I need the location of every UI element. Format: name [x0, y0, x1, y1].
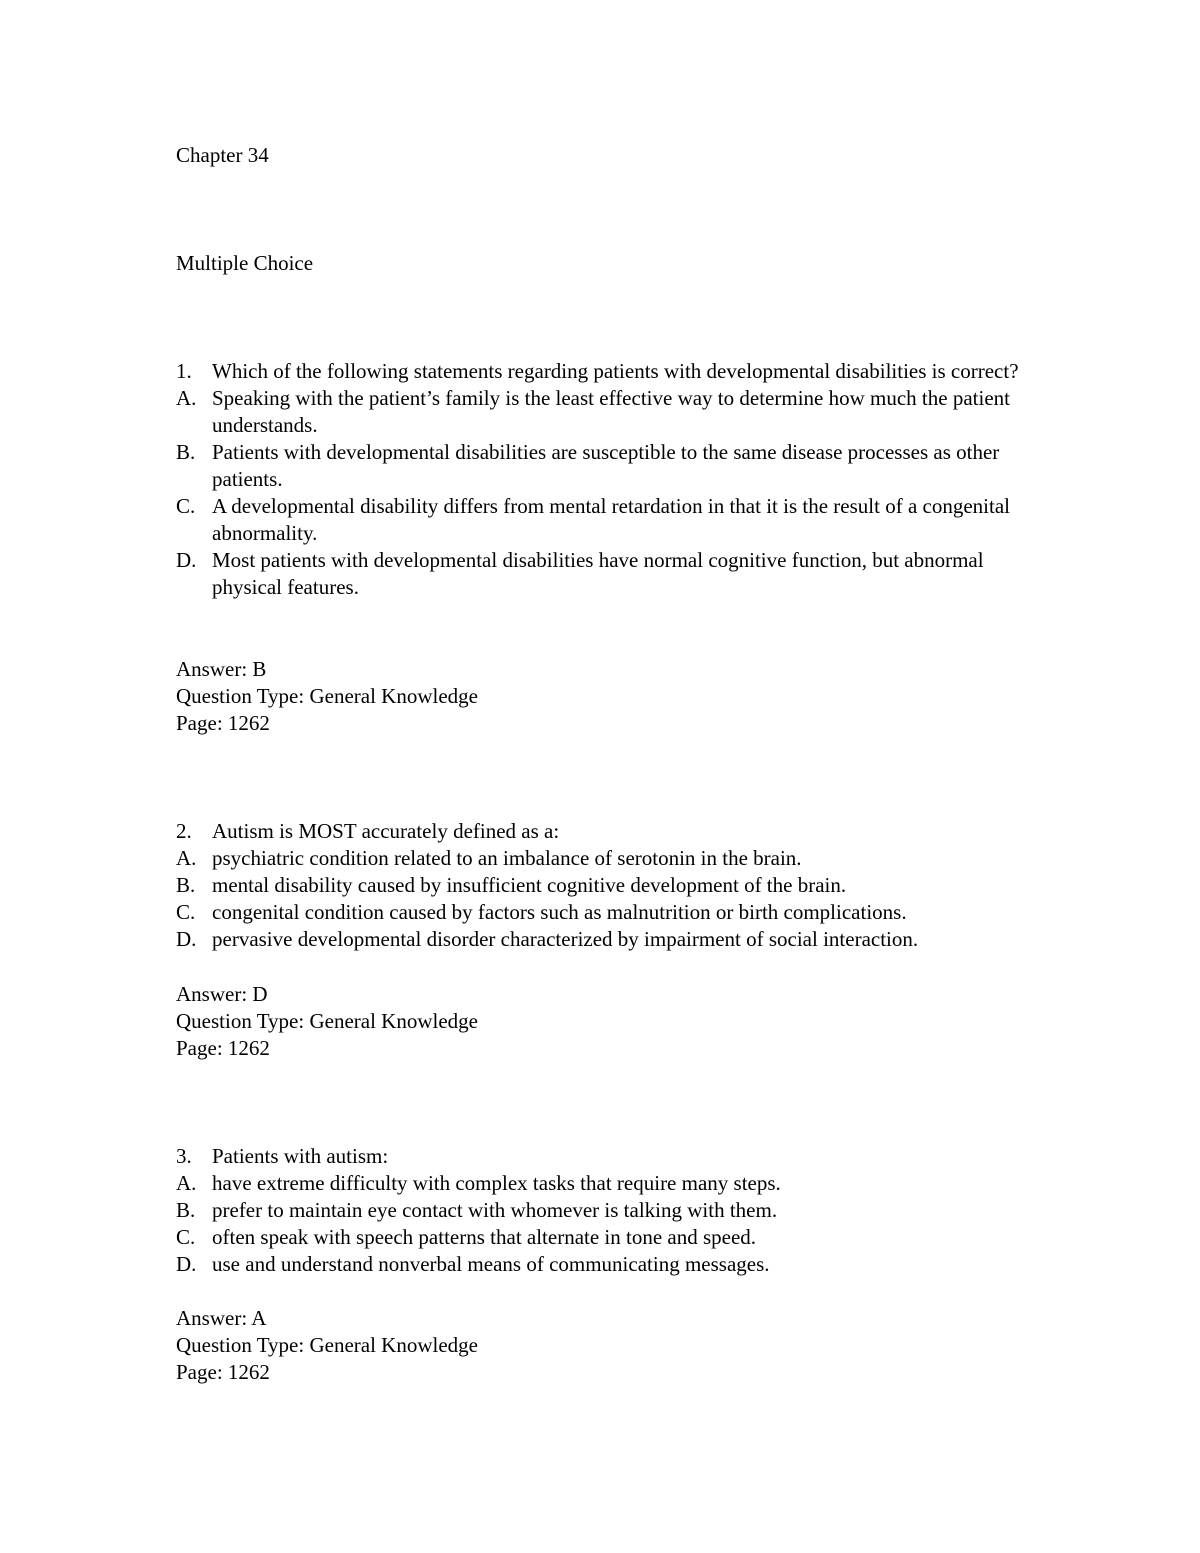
- question-1-meta: [176, 656, 478, 737]
- page-reference: Page: 1262: [176, 1360, 270, 1384]
- question-stem-text: Autism is MOST accurately defined as a:: [212, 819, 560, 843]
- option-text: congenital condition caused by factors such as malnutrition or birth complications.: [212, 900, 907, 924]
- option-b: [176, 872, 1036, 899]
- answer-line: Answer: B: [176, 657, 267, 681]
- page-reference: Page: 1262: [176, 711, 270, 735]
- page-reference: Page: 1262: [176, 1036, 270, 1060]
- option-letter: A.: [176, 846, 197, 870]
- question-number: 2.: [176, 819, 192, 843]
- option-text: often speak with speech patterns that alternate in tone and speed.: [212, 1225, 757, 1249]
- option-b: [176, 1197, 1036, 1224]
- option-letter: A.: [176, 1171, 197, 1195]
- option-text: psychiatric condition related to an imbalance of serotonin in the brain.: [212, 846, 802, 870]
- question-1: [176, 358, 1036, 601]
- question-3: [176, 1143, 1036, 1278]
- question-stem: [176, 358, 1036, 385]
- option-text: Speaking with the patient’s family is the least effective way to determine how much the patient understands.: [212, 386, 1010, 437]
- option-c: [176, 1224, 1036, 1251]
- option-letter: B.: [176, 440, 196, 464]
- option-letter: C.: [176, 494, 196, 518]
- option-text: have extreme difficulty with complex tasks that require many steps.: [212, 1171, 781, 1195]
- option-letter: C.: [176, 900, 196, 924]
- option-text: mental disability caused by insufficient cognitive development of the brain.: [212, 873, 847, 897]
- chapter-title: Chapter 34: [176, 143, 269, 167]
- option-text: use and understand nonverbal means of communicating messages.: [212, 1252, 770, 1276]
- option-letter: C.: [176, 1225, 196, 1249]
- option-letter: D.: [176, 548, 197, 572]
- option-letter: A.: [176, 386, 197, 410]
- question-number: 3.: [176, 1144, 192, 1168]
- answer-line: Answer: A: [176, 1306, 267, 1330]
- section-title: Multiple Choice: [176, 251, 314, 275]
- option-b: [176, 439, 1036, 493]
- question-stem-text: Which of the following statements regarding patients with developmental disabilities is correct?: [212, 359, 1019, 383]
- option-c: [176, 493, 1036, 547]
- question-stem: [176, 818, 1036, 845]
- option-c: [176, 899, 1036, 926]
- question-number: 1.: [176, 359, 192, 383]
- question-type-line: Question Type: General Knowledge: [176, 1333, 478, 1357]
- option-a: [176, 1170, 1036, 1197]
- question-2: [176, 818, 1036, 953]
- option-a: [176, 385, 1036, 439]
- option-d: [176, 1251, 1036, 1278]
- option-d: [176, 926, 1036, 953]
- option-letter: D.: [176, 1252, 197, 1276]
- option-d: [176, 547, 1036, 601]
- question-stem-text: Patients with autism:: [212, 1144, 389, 1168]
- question-type-line: Question Type: General Knowledge: [176, 684, 478, 708]
- question-stem: [176, 1143, 1036, 1170]
- option-letter: B.: [176, 873, 196, 897]
- question-3-meta: [176, 1305, 478, 1386]
- option-a: [176, 845, 1036, 872]
- answer-line: Answer: D: [176, 982, 268, 1006]
- question-2-meta: [176, 981, 478, 1062]
- question-type-line: Question Type: General Knowledge: [176, 1009, 478, 1033]
- option-text: Most patients with developmental disabilities have normal cognitive function, but abnormal physical features.: [212, 548, 984, 599]
- option-text: A developmental disability differs from mental retardation in that it is the result of a congenital abnormality.: [212, 494, 1010, 545]
- option-text: prefer to maintain eye contact with whomever is talking with them.: [212, 1198, 778, 1222]
- option-text: Patients with developmental disabilities are susceptible to the same disease processes as other patients.: [212, 440, 1000, 491]
- option-letter: B.: [176, 1198, 196, 1222]
- option-letter: D.: [176, 927, 197, 951]
- option-text: pervasive developmental disorder characterized by impairment of social interaction.: [212, 927, 919, 951]
